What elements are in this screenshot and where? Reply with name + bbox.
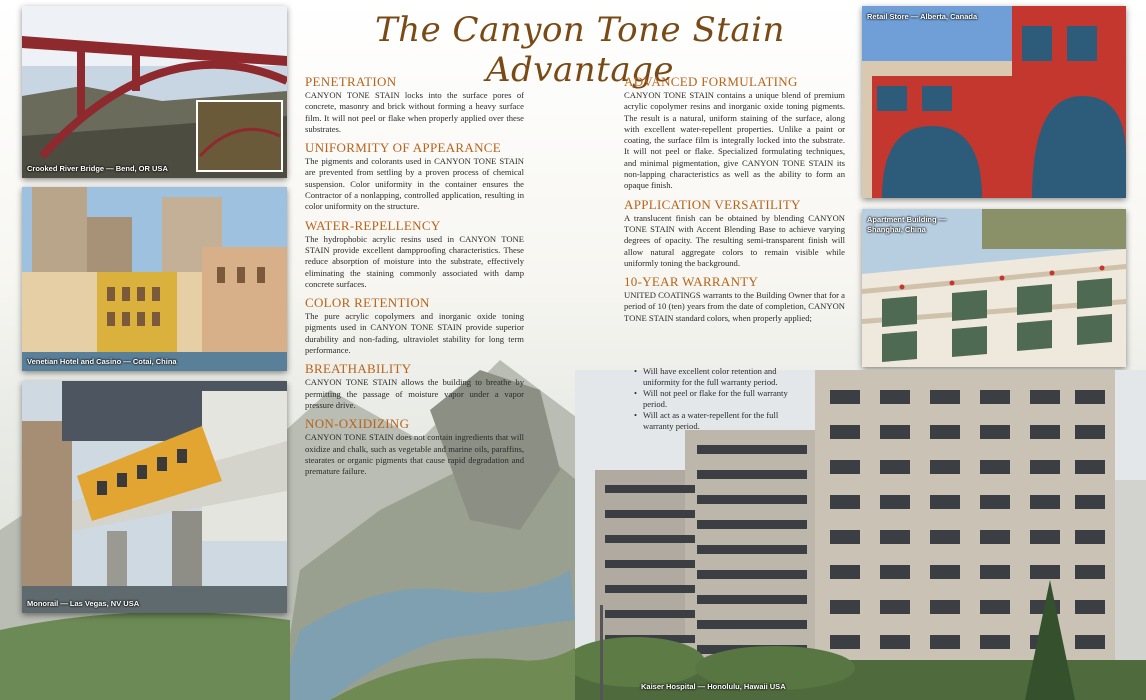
hospital-caption: Kaiser Hospital — Honolulu, Hawaii USA <box>641 682 786 691</box>
warranty-bullet: • Will have excellent color retention and uniformity for the full warranty period. <box>634 366 809 387</box>
right-text-column <box>624 75 845 330</box>
section-heading: PENETRATION <box>305 74 397 89</box>
venetian-illustration <box>22 187 287 371</box>
section-body: The hydrophobic acrylic resins used in CANYON TONE STAIN provide excellent dampproofing characteristics. These reduce absorption of moisture into the substrate, effectively eliminating the staining commonly associated with damp concrete surfaces. <box>305 233 524 289</box>
section-non-oxidizing <box>305 417 524 477</box>
section-heading: UNIFORMITY OF APPEARANCE <box>305 140 501 156</box>
retail-illustration <box>862 6 1126 198</box>
section-advanced-formulating <box>624 75 845 192</box>
section-heading: NON-OXIDIZING <box>305 416 410 432</box>
venetian-caption: Venetian Hotel and Casino — Cotai, China <box>27 357 177 366</box>
venetian-photo <box>22 187 287 371</box>
section-heading: ADVANCED FORMULATING <box>624 74 798 89</box>
section-body: UNITED COATINGS warrants to the Building Owner that for a period of 10 (ten) years from the date of completion, CANYON TONE STAIN standard colors, when properly applied; <box>624 290 845 323</box>
section-application-versatility <box>624 198 845 269</box>
warranty-bullet: • Will act as a water-repellent for the full warranty period. <box>634 410 809 431</box>
section-heading: APPLICATION VERSATILITY <box>624 196 801 212</box>
section-heading: WATER-REPELLENCY <box>305 217 441 233</box>
section-body: CANYON TONE STAIN contains a unique blend of premium acrylic copolymer resins and inorganic oxide toning pigments. The result is a natural, uniform staining of the surface, along with excellent water-repellent properties. Unlike a paint or coating, the surface film is integrally locked into the substrate. It will not peel or flake. Specialized formulating techniques, and minimal pigmentation, give CANYON TONE STAIN its non-lapping characteristics as well as the ability to form an opaque finish. <box>624 90 845 191</box>
section-body: CANYON TONE STAIN does not contain ingredients that will oxidize and chalk, such as vegetable and marine oils, paraffins, stearates or organic pigments that cause rapid degradation and premature failure. <box>305 432 524 477</box>
page-title: The Canyon Tone Stain Advantage <box>375 10 785 90</box>
section-water-repellency <box>305 219 524 290</box>
bridge-illustration <box>22 6 287 178</box>
monorail-illustration <box>22 381 287 613</box>
monorail-caption: Monorail — Las Vegas, NV USA <box>27 599 140 608</box>
warranty-bullet-list <box>634 366 809 433</box>
retail-caption: Retail Store — Alberta, Canada <box>867 12 978 21</box>
left-text-column <box>305 75 524 483</box>
section-body: CANYON TONE STAIN locks into the surface pores of concrete, masonry and brick without forming a heavy surface film. It will not peel or flake when properly applied over these substrates. <box>305 90 524 134</box>
section-breathability <box>305 362 524 411</box>
bridge-caption: Crooked River Bridge — Bend, OR USA <box>27 164 168 173</box>
monorail-photo <box>22 381 287 613</box>
section-heading: 10-YEAR WARRANTY <box>624 274 759 290</box>
section-body: CANYON TONE STAIN allows the building to breathe by permitting the passage of moisture vapor under a vapor pressure drive. <box>305 377 524 410</box>
section-body: A translucent finish can be obtained by blending CANYON TONE STAIN with Accent Blending Base to achieve varying degrees of opacity. The resulting semi-transparent finish will allow natural aggregate colors to remain visible while uniformly toning the background. <box>624 212 845 268</box>
section-penetration <box>305 75 524 135</box>
warranty-bullet: • Will not peel or flake for the full warranty period. <box>634 388 809 409</box>
section-heading: BREATHABILITY <box>305 361 412 377</box>
retail-photo <box>862 6 1126 198</box>
apartment-caption-line1: Apartment Building — <box>867 215 947 224</box>
section-warranty <box>624 275 845 324</box>
bridge-photo <box>22 6 287 178</box>
section-heading: COLOR RETENTION <box>305 295 430 311</box>
apartment-photo <box>862 209 1126 367</box>
section-color-retention <box>305 296 524 356</box>
section-body: The pigments and colorants used in CANYON TONE STAIN are prevented from settling by a proven process of chemical suspension. Color uniformity in the container ensures the Contractor of a nonlapping, controlled application, resulting in color uniformity on the structure. <box>305 156 524 212</box>
section-uniformity <box>305 141 524 212</box>
section-body: The pure acrylic copolymers and inorganic oxide toning pigments used in CANYON TONE STAIN provide superior durability and non-fading, ultraviolet stability for long term performance. <box>305 311 524 356</box>
apartment-caption-line2: Shanghai, China <box>867 225 926 234</box>
